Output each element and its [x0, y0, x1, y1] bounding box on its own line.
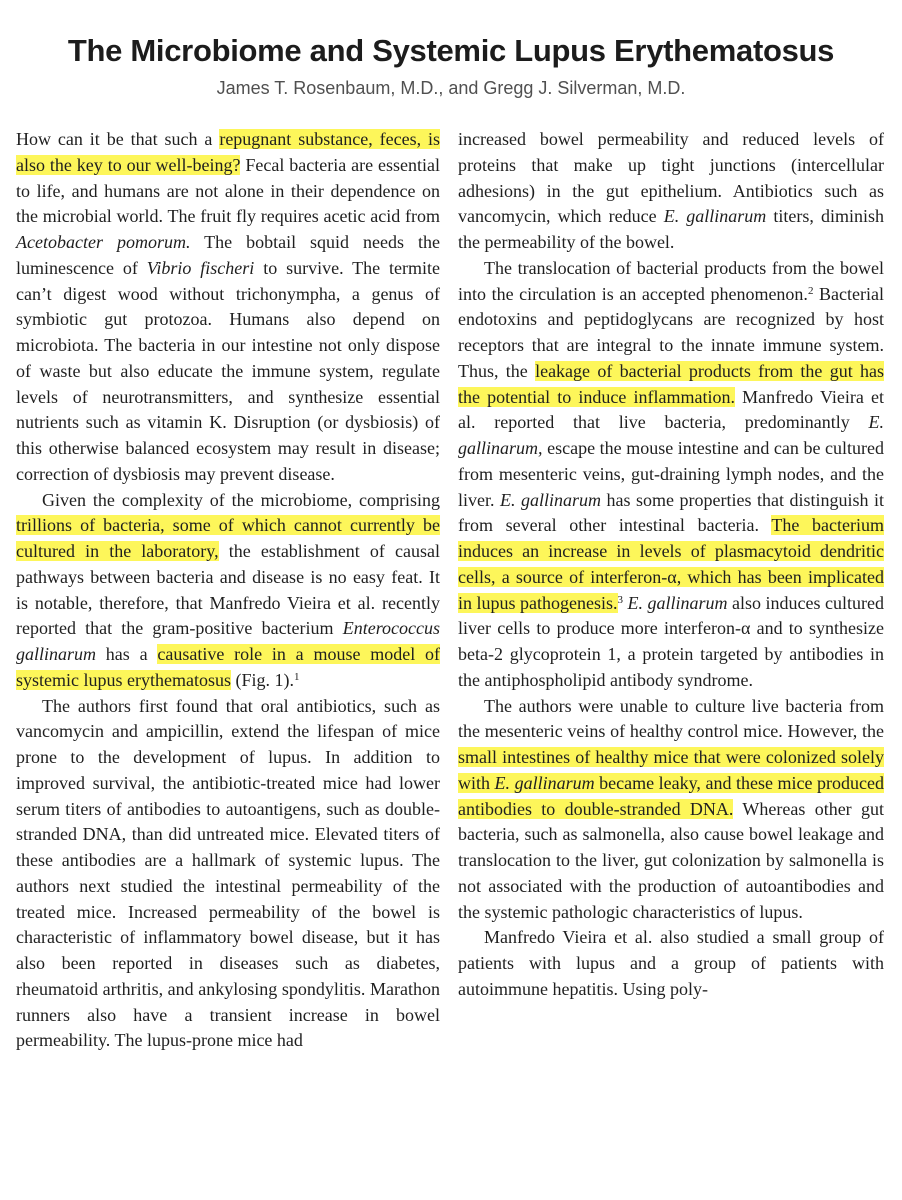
text-segment: escape the mouse intestine and can be cultured from mesenteric veins, gut-draining lymph nodes, and the liver.	[458, 438, 884, 510]
text-segment: Whereas other gut bacteria, such as salmonella, also cause bowel leakage and translocation to the liver, gut colonization by salmonella is not associated with the production of autoantibodies and the systemic pathologic characteristics of lupus.	[458, 798, 884, 922]
text-segment: has some properties that distinguish it from several other intestinal bacteria.	[458, 489, 884, 536]
highlighted-text-segment: leakage of bacterial products from the gut has the potential to induce inflammation.	[458, 360, 884, 407]
highlighted-italic-text-segment: E. gallinarum	[494, 772, 595, 793]
reference-superscript: 2	[807, 284, 814, 297]
text-segment: The translocation of bacterial products from the bowel into the circulation is an accepted phenomenon.	[458, 257, 884, 304]
text-segment: Manfredo Vieira et al. reported that live bacteria, predominantly	[458, 386, 885, 433]
left-column	[16, 127, 440, 1054]
text-segment: to survive. The termite can’t digest wood without trichonympha, a genus of symbiotic gut protozoa. Humans also depend on microbiota. The bacteria in our intestine not only dispose of waste but also educate the immune system, regulate levels of neurotransmitters, and synthesize essential nutrients such as vitamin K. Disruption (or dysbiosis) of this otherwise balanced ecosystem may result in disease; correction of dysbiosis may prevent disease.	[16, 257, 440, 484]
highlighted-text-segment: small intestines of healthy mice that were colonized solely with	[458, 747, 884, 793]
highlighted-text-segment: repugnant substance, feces, is also the key to our well-being?	[16, 129, 440, 175]
right-column-paragraph	[458, 127, 884, 256]
text-segment: increased bowel permeability and reduced levels of proteins that make up tight junctions (intercellular adhesions) in the gut epithelium. Antibiotics such as vancomycin, which reduce	[458, 129, 884, 227]
italic-text-segment: E. gallinarum,	[458, 412, 884, 458]
italic-text-segment: Acetobacter pomorum.	[16, 232, 191, 252]
left-column-paragraph	[16, 127, 440, 488]
right-column-paragraph	[458, 694, 884, 926]
text-segment: The authors were unable to culture live bacteria from the mesenteric veins of healthy control mice. However, the	[458, 695, 884, 742]
text-segment: also induces cultured liver cells to produce more interferon-α and to synthesize beta-2 glycoprotein 1, a protein targeted by antibodies in the antiphospholipid antibody syndrome.	[458, 592, 884, 690]
text-segment: has a	[96, 644, 158, 664]
text-segment: (Fig. 1).	[230, 669, 294, 690]
italic-text-segment: E. gallinarum	[500, 489, 602, 510]
article-authors: James T. Rosenbaum, M.D., and Gregg J. Silverman, M.D.	[216, 78, 686, 98]
right-column-paragraph	[458, 925, 884, 1002]
text-segment: Fecal bacteria are essential to life, and humans are not alone in their dependence on the microbial world. The fruit fly requires acetic acid from	[16, 154, 441, 227]
highlighted-text-segment: trillions of bacteria, some of which cannot currently be cultured in the laboratory,	[16, 515, 440, 561]
right-column	[458, 127, 884, 1003]
italic-text-segment: E. gallinarum	[663, 206, 767, 227]
text-segment: titers, diminish the permeability of the bowel.	[458, 206, 884, 252]
text-segment: How can it be that such a	[16, 129, 220, 149]
text-segment: Given the complexity of the microbiome, comprising	[42, 489, 440, 510]
text-segment: Bacterial endotoxins and peptidoglycans are recognized by host receptors that are integral to the innate immune system. Thus, the	[458, 283, 884, 381]
highlighted-text-segment: The bacterium induces an increase in levels of plasmacytoid dendritic cells, a source of interferon-α, which has been implicated in lupus pathogenesis.	[458, 515, 885, 613]
left-column-paragraph	[16, 488, 440, 694]
article-title: The Microbiome and Systemic Lupus Erythematosus	[67, 32, 835, 68]
highlighted-text-segment: became leaky, and these mice produced antibodies to double-stranded DNA.	[458, 772, 884, 819]
reference-superscript: 3	[617, 593, 623, 606]
italic-text-segment: Enterococcus gallinarum	[16, 618, 440, 664]
highlighted-text-segment: causative role in a mouse model of systemic lupus erythematosus	[16, 644, 440, 690]
text-segment: The authors first found that oral antibiotics, such as vancomycin and ampicillin, extend the lifespan of mice prone to the development of lupus. In addition to improved survival, the antibiotic-treated mice had lower serum titers of antibodies to autoantigens, such as double-stranded DNA, than did untreated mice. Elevated titers of these antibodies are a hallmark of systemic lupus. The authors next studied the intestinal permeability of the treated mice. Increased permeability of the bowel is characteristic of inflammatory bowel disease, but it has also been reported in diseases such as diabetes, rheumatoid arthritis, and ankylosing spondylitis. Marathon runners also have a transient increase in bowel permeability. The lupus-prone mice had	[16, 695, 440, 1051]
text-segment: Manfredo Vieira et al. also studied a small group of patients with lupus and a group of patients with autoimmune hepatitis. Using poly-	[458, 927, 884, 999]
italic-text-segment: E. gallinarum	[627, 592, 728, 613]
italic-text-segment: Vibrio fischeri	[146, 257, 255, 278]
right-column-paragraph	[458, 256, 884, 694]
reference-superscript: 1	[293, 670, 300, 683]
left-column-paragraph	[16, 694, 440, 1055]
text-segment: the establishment of causal pathways between bacteria and disease is no easy feat. It is notable, therefore, that Manfredo Vieira et al. recently reported that the gram-positive bacterium	[16, 541, 440, 639]
text-segment: The bobtail squid needs the luminescence of	[16, 232, 440, 278]
